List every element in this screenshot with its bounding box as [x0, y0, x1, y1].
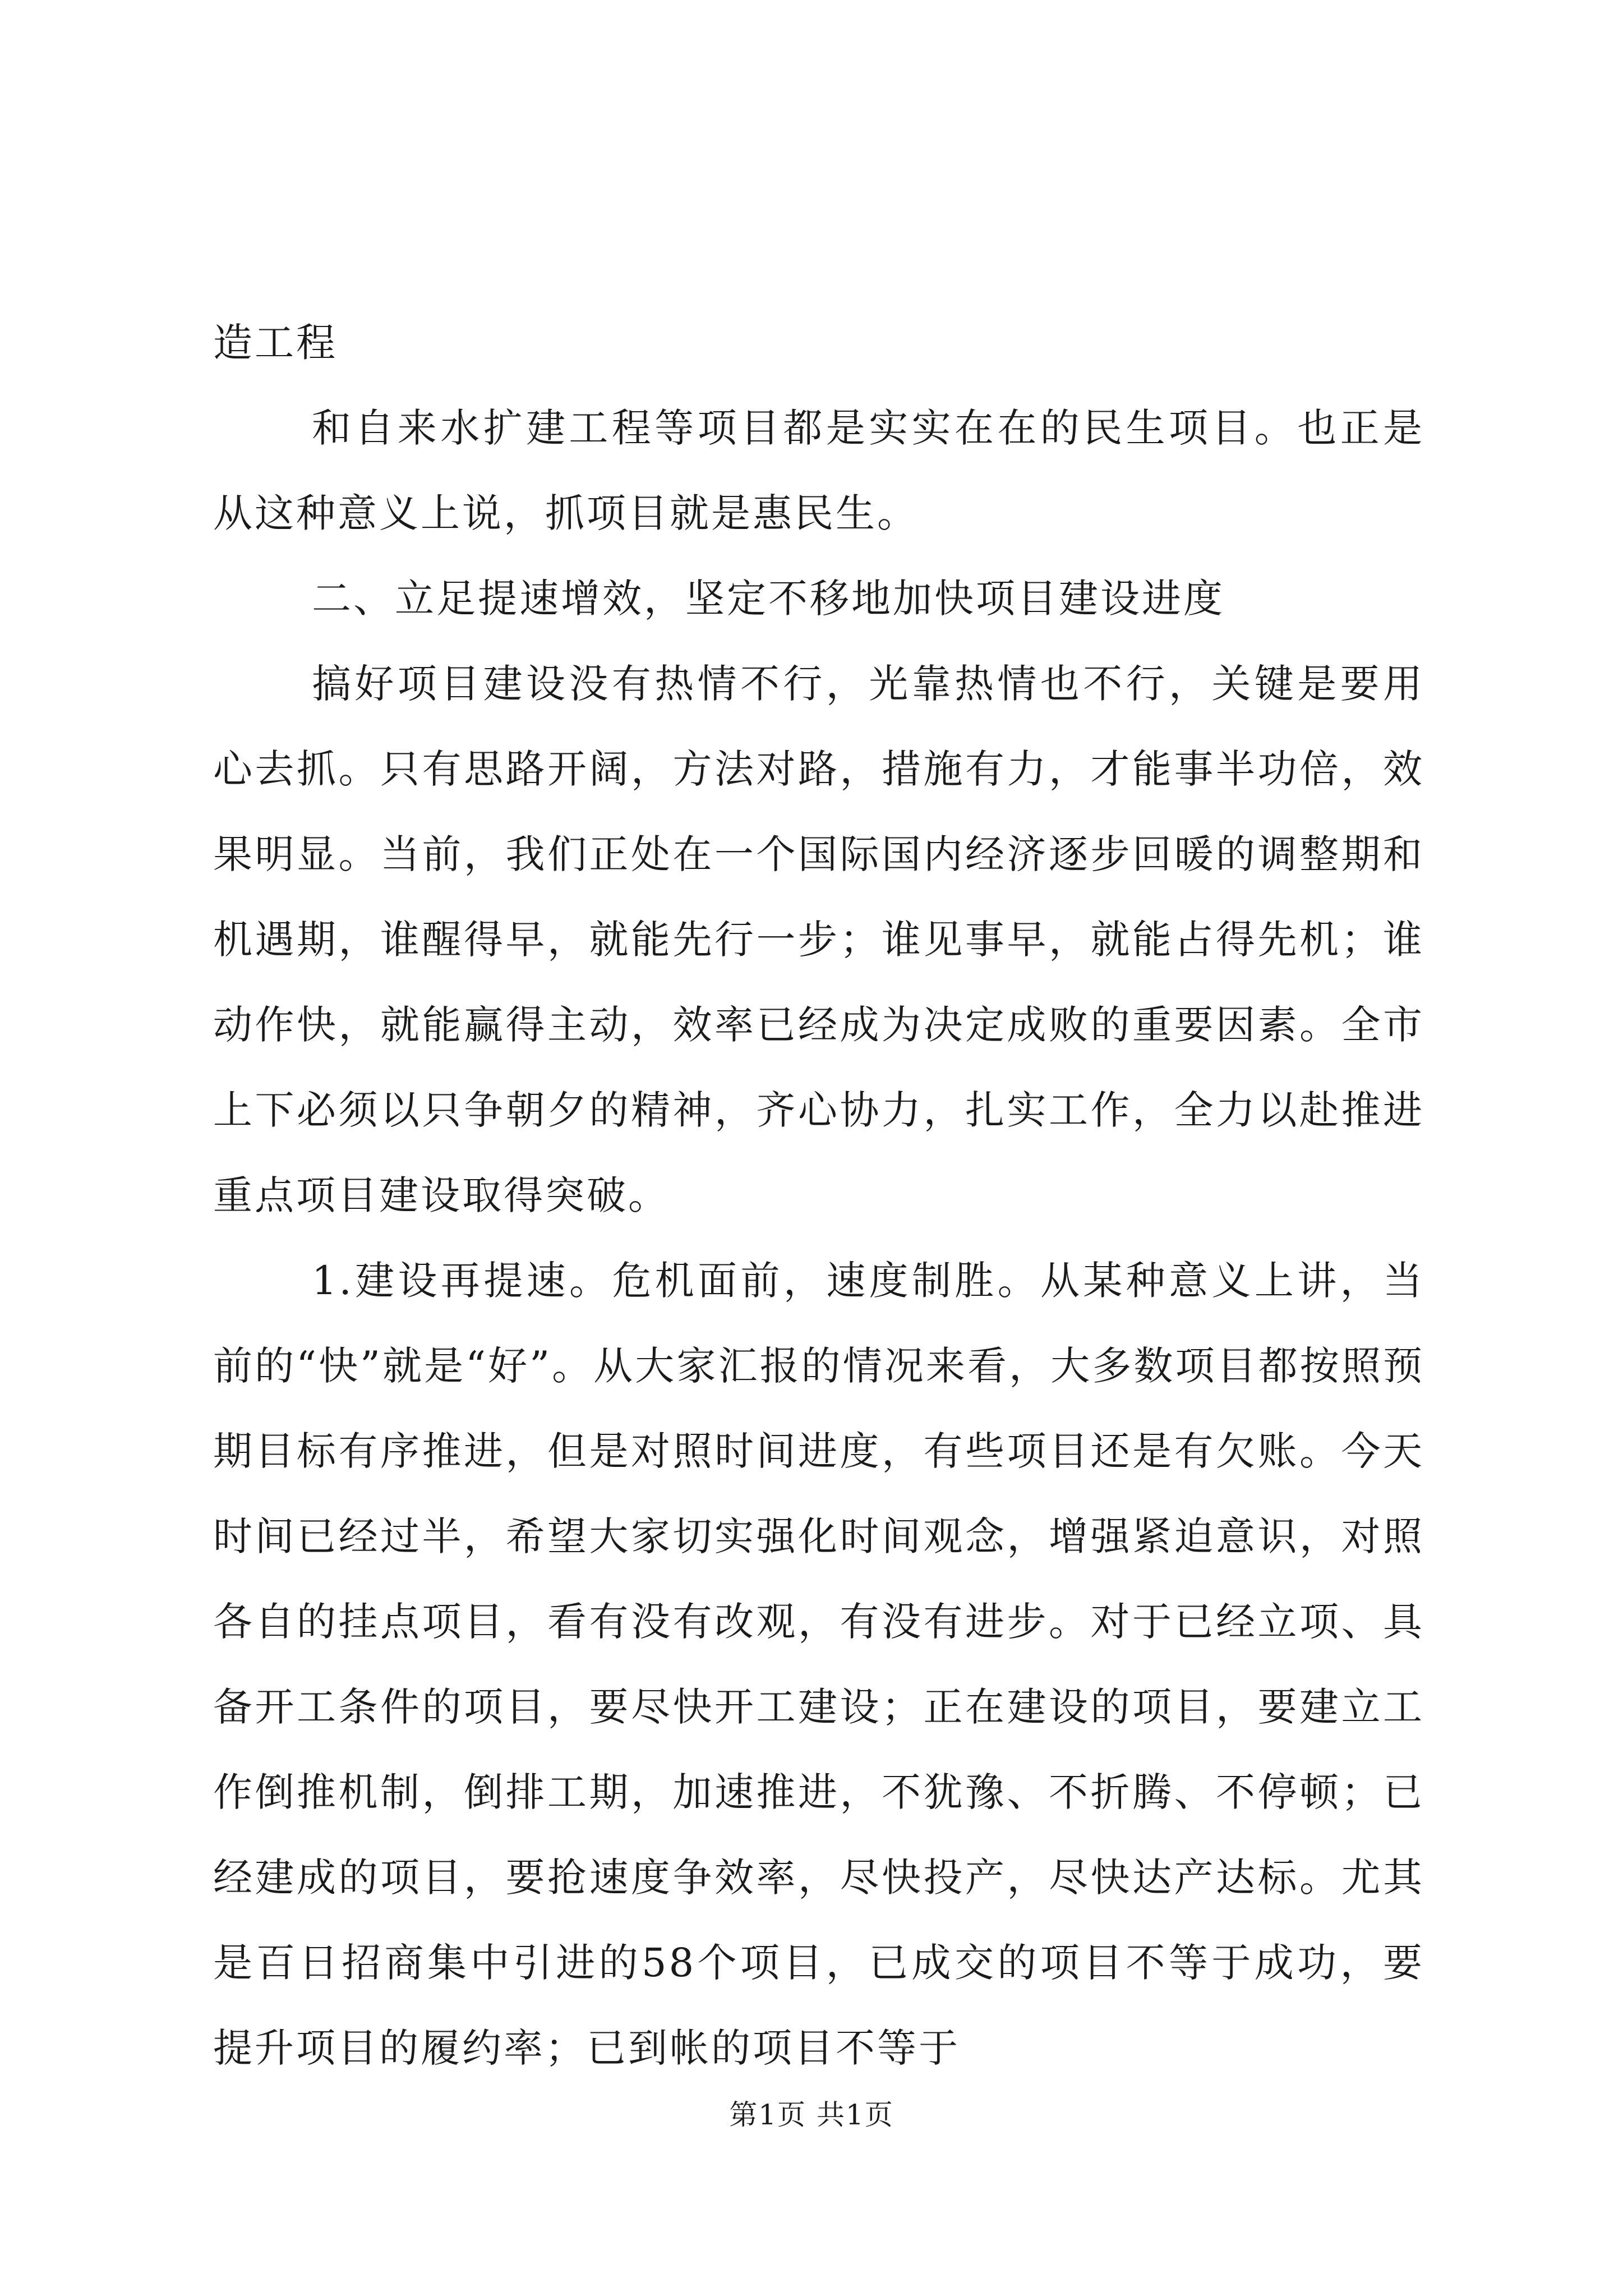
document-body: [213, 300, 1424, 2091]
page-footer: 第1页 共1页: [729, 2099, 894, 2131]
section-heading-two: 二、立足提速增效，坚定不移地加快项目建设进度: [312, 576, 1225, 622]
paragraph-speed-up: 1.建设再提速。危机面前，速度制胜。从某种意义上讲，当前的“快”就是“好”。从大家汇报的情况来看，大多数项目都按照预期目标有序推进，但是对照时间进度，有些项目还是有欠账。今天时间已经过半，希望大家切实强化时间观念，增强紧迫意识，对照各自的挂点项目，看有没有改观，有没有进步。对于已经立项、具备开工条件的项目，要尽快开工建设；正在建设的项目，要建立工作倒推机制，倒排工期，加速推进，不犹豫、不折腾、不停顿；已经建成的项目，要抢速度争效率，尽快投产，尽快达产达标。尤其是百日招商集中引进的58个项目，已成交的项目不等于成功，要提升项目的履约率；已到帐的项目不等于: [213, 1258, 1424, 2071]
paragraph-enthusiasm: 搞好项目建设没有热情不行，光靠热情也不行，关键是要用心去抓。只有思路开阔，方法对路，措施有力，才能事半功倍，效果明显。当前，我们正处在一个国际国内经济逐步回暖的调整期和机遇期，谁醒得早，就能先行一步；谁见事早，就能占得先机；谁动作快，就能赢得主动，效率已经成为决定成败的重要因素。全市上下必须以只争朝夕的精神，齐心协力，扎实工作，全力以赴推进重点项目建设取得突破。: [213, 661, 1424, 1218]
paragraph-continuation: 造工程: [213, 320, 338, 366]
paragraph-livelihood-projects: 和自来水扩建工程等项目都是实实在在的民生项目。也正是从这种意义上说，抓项目就是惠民生。: [213, 405, 1424, 536]
